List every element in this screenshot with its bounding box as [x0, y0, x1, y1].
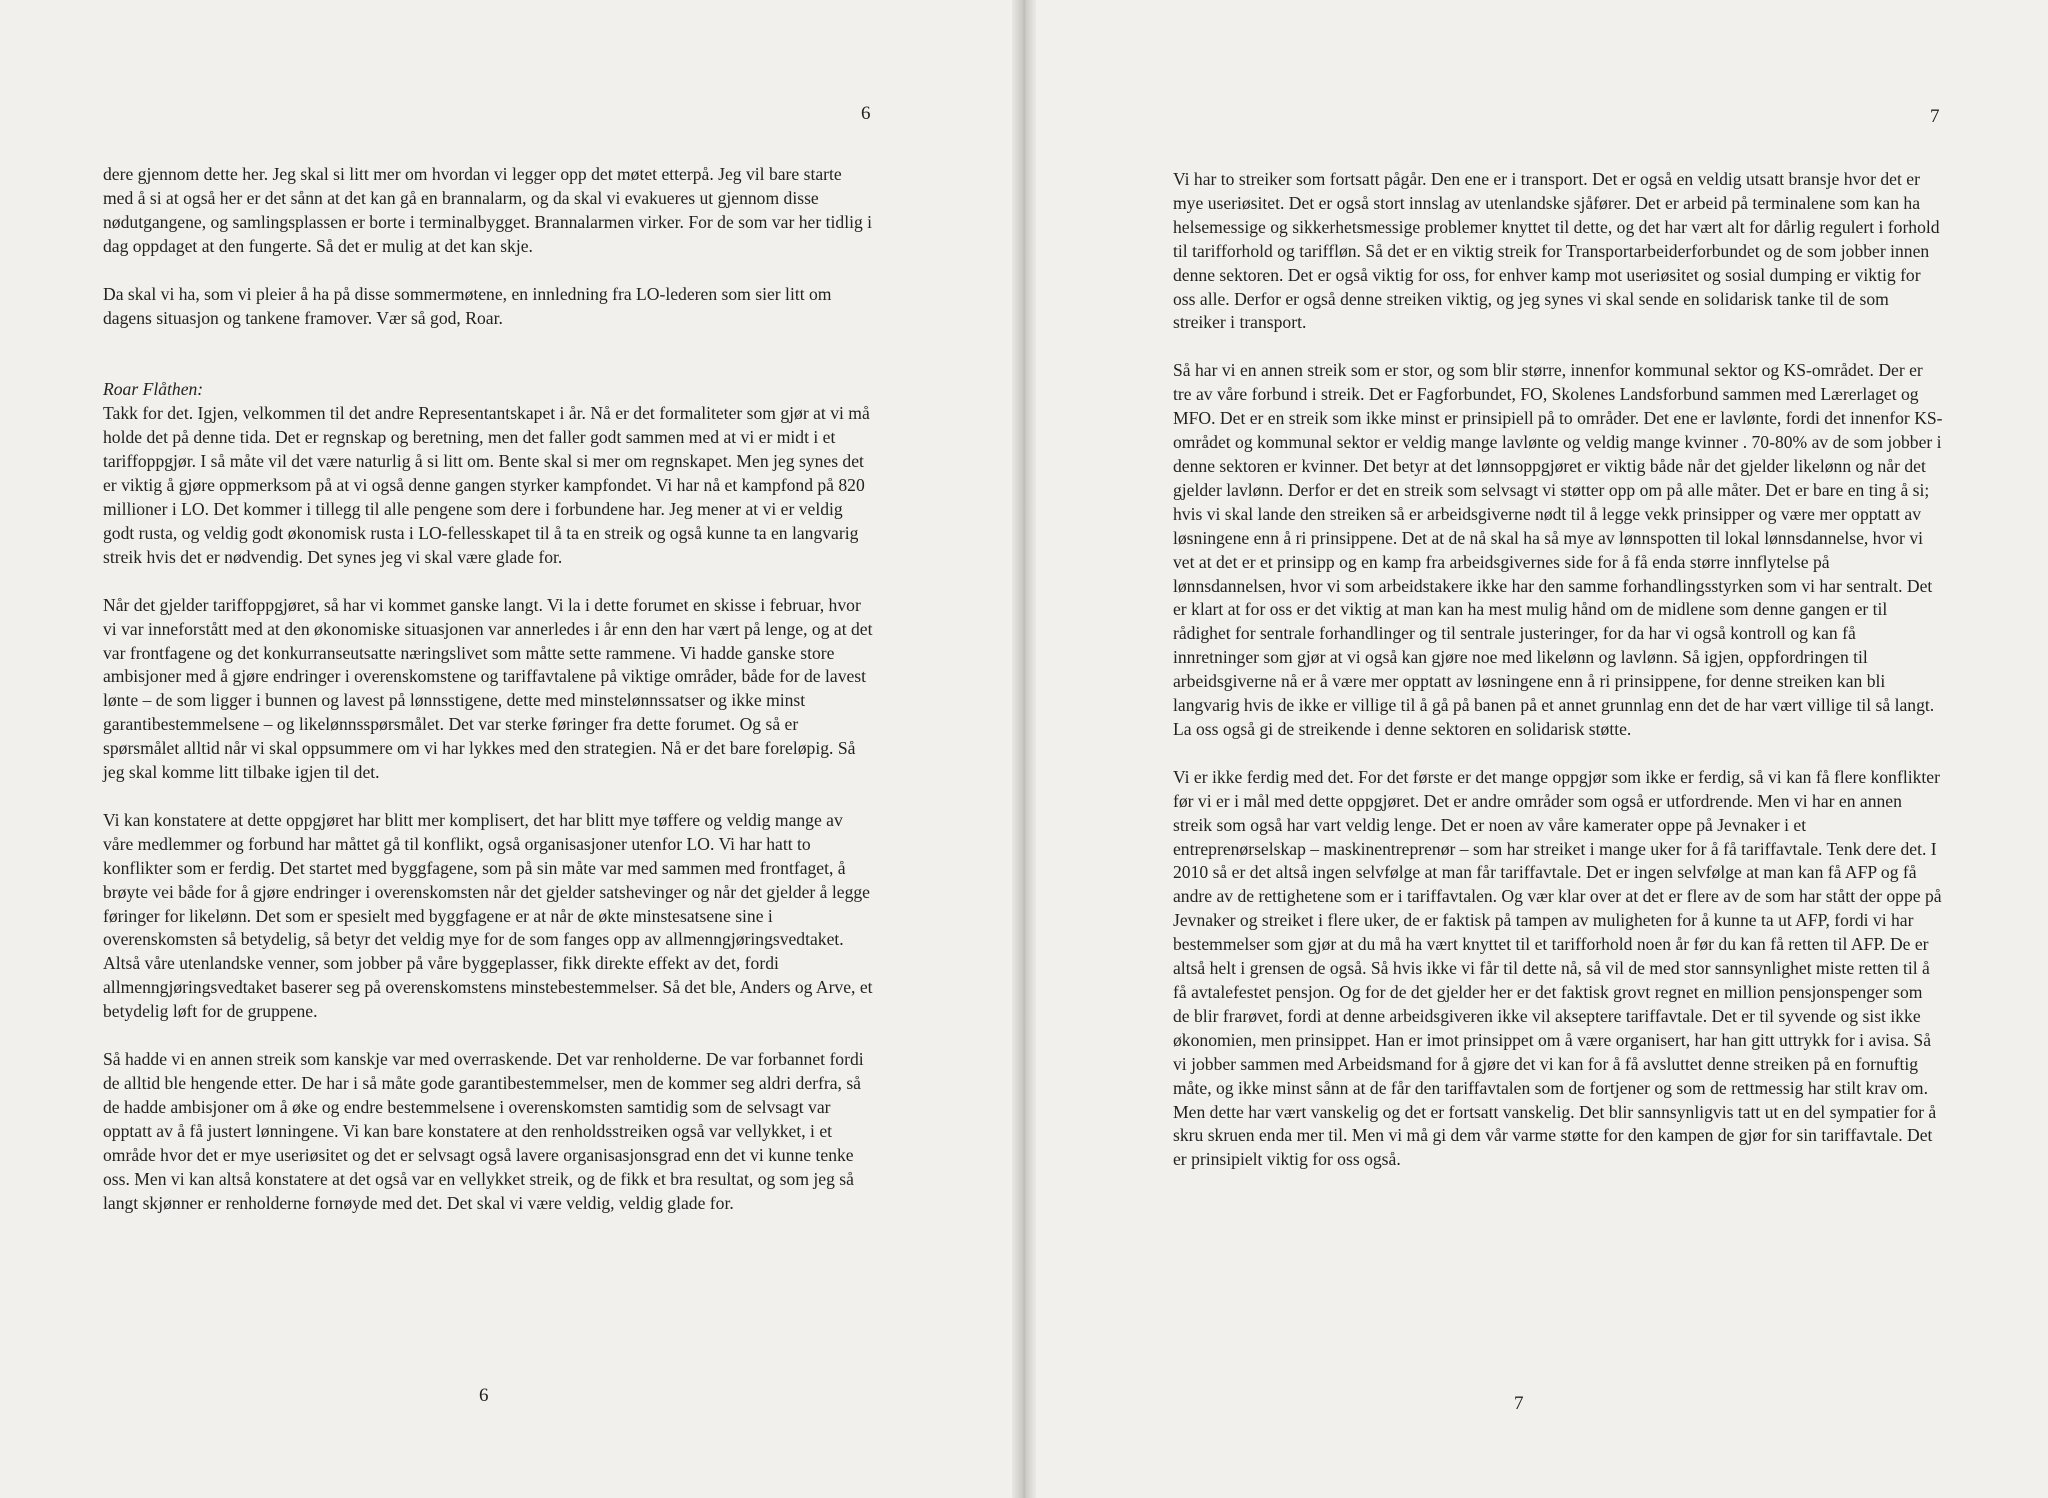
page-number-bottom: 7: [1514, 1393, 1524, 1414]
page-number-bottom: 6: [479, 1385, 489, 1406]
left-page-body: [103, 163, 873, 1239]
speaker-block: [103, 378, 873, 569]
paragraph: Når det gjelder tariffoppgjøret, så har vi kommet ganske langt. Vi la i dette forumet en skisse i februar, hvor vi var inneforstått med at den økonomiske situasjonen var annerledes i år enn den har vært på lenge, og at det var frontfagene og det konkurranseutsatte næringslivet som måtte sette rammene. Vi hadde ganske store ambisjoner med å gjøre endringer i overenskomstene og tariffavtalene på viktige områder, både for de lavest lønte – de som ligger i bunnen og lavest på lønnsstigene, dette med minstelønnssatser og ikke minst garantibestemmelsene – og likelønnsspørsmålet. Det var sterke føringer fra dette forumet. Og så er spørsmålet alltid når vi skal oppsummere om vi har lykkes med den strategien. Nå er det bare foreløpig. Så jeg skal komme litt tilbake igjen til det.: [103, 594, 873, 783]
page-number-top: 6: [861, 103, 871, 124]
paragraph: Så hadde vi en annen streik som kanskje var med overraskende. Det var renholderne. De var forbannet fordi de alltid ble hengende etter. De har i så måte gode garantibestemmelser, men de kommer seg aldri derfra, så de hadde ambisjoner om å øke og endre bestemmelsene i overenskomsten samtidig som de selvsagt var opptatt av å få justert lønningene. Vi kan bare konstatere at den renholdsstreiken også var vellykket, i et område hvor det er mye useriøsitet og det er selvsagt også lavere organisasjonsgrad enn det vi kunne tenke oss. Men vi kan altså konstatere at det også var en vellykket streik, og de fikk et bra resultat, og som jeg så langt skjønner er renholderne fornøyde med det. Det skal vi være veldig, veldig glade for.: [103, 1049, 864, 1213]
paragraph: Da skal vi ha, som vi pleier å ha på disse sommermøtene, en innledning fra LO-lederen som sier litt om dagens situasjon og tankene framover. Vær så god, Roar.: [103, 283, 832, 328]
paragraph: dere gjennom dette her. Jeg skal si litt mer om hvordan vi legger opp det møtet etterpå. Jeg vil bare starte med å si at også her er det sånn at det kan gå en brannalarm, og da skal vi evakueres ut gjennom disse nødutgangene, og samlingsplassen er borte i terminalbygget. Brannalarmen virker. For de som var her tidlig i dag oppdaget at den fungerte. Så det er mulig at det kan skje.: [103, 164, 873, 256]
right-page: [1030, 0, 2048, 1498]
paragraph: Vi er ikke ferdig med det. For det første er det mange oppgjør som ikke er ferdig, så vi kan få flere konflikter før vi er i mål med dette oppgjøret. Det er andre områder som også er utfordrende. Men vi har en annen streik som også har vart veldig lenge. Det er noen av våre kamerater oppe på Jevnaker i et entreprenørselskap – maskinentreprenør – som har streiket i mange uker for å få tariffavtale. Tenk dere det. I 2010 så er det altså ingen selvfølge at man får tariffavtale. Det er ingen selvfølge at man kan få AFP og få andre av de rettighetene som er i tariffavtalen. Og vær klar over at det er flere av de som har stått der oppe på Jevnaker og streiket i flere uker, de er faktisk på tampen av muligheten for å kunne ta ut AFP, fordi vi har bestemmelser som gjør at du må ha vært knyttet til et tarifforhold noen år før du kan få retten til AFP. De er altså helt i grensen de også. Så hvis ikke vi får til dette nå, så vil de med stor sannsynlighet miste retten til å få avtalefestet pensjon. Og for de det gjelder her er det faktisk grovt regnet en million pensjonspenger som de blir frarøvet, fordi at denne arbeidsgiveren ikke vil akseptere tariffavtale. Det er til syvende og sist ikke økonomien, men prinsippet. Han er imot prinsippet om å være organisert, har han gitt uttrykk for i avisa. Så vi jobber sammen med Arbeidsmand for å gjøre det vi kan for å få avsluttet denne streiken på en fornuftig måte, og ikke minst sånn at de får den tariffavtalen som de fortjener og som de rettmessig har stilt krav om. Men dette har vært vanskelig og det er fortsatt vanskelig. Det blir sannsynligvis tatt ut en del sympatier for å skru skruen enda mer til. Men vi må gi dem vår varme støtte for den kampen de gjør for sin tariffavtale. Det er prinsipielt viktig for oss også.: [1173, 766, 1942, 1170]
book-gutter: [1012, 0, 1036, 1498]
paragraph: Takk for det. Igjen, velkommen til det andre Representantskapet i år. Nå er det formaliteter som gjør at vi må holde det på denne tida. Det er regnskap og beretning, men det faller godt sammen med at vi er midt i et tariffoppgjør. I så måte vil det være naturlig å si litt om. Bente skal si mer om regnskapet. Men jeg synes det er viktig å gjøre oppmerksom på at vi også denne gangen styrker kampfondet. Vi har nå et kampfond på 820 millioner i LO. Det kommer i tillegg til alle pengene som dere i forbundene har. Jeg mener at vi er veldig godt rusta, og veldig godt økonomisk rusta i LO-fellesskapet til å ta en streik og også kunne ta en langvarig streik hvis det er nødvendig. Det synes jeg vi skal være glade for.: [103, 403, 870, 567]
page-number-top: 7: [1930, 106, 1940, 127]
paragraph: Vi har to streiker som fortsatt pågår. Den ene er i transport. Det er også en veldig utsatt bransje hvor det er mye useriøsitet. Det er også stort innslag av utenlandske sjåfører. Det er arbeid på terminalene som kan ha helsemessige og sikkerhetsmessige problemer knyttet til dette, og det har vært alt for dårlig regulert i forhold til tarifforhold og tariffløn. Så det er en viktig streik for Transportarbeiderforbundet og de som jobber innen denne sektoren. Det er også viktig for oss, for enhver kamp mot useriøsitet og sosial dumping er viktig for oss alle. Derfor er også denne streiken viktig, og jeg synes vi skal sende en solidarisk tanke til de som streiker i transport.: [1173, 169, 1940, 333]
left-page: [0, 0, 1018, 1498]
paragraph: Vi kan konstatere at dette oppgjøret har blitt mer komplisert, det har blitt mye tøffere og veldig mange av våre medlemmer og forbund har måttet gå til konflikt, også organisasjoner utenfor LO. Vi har hatt to konflikter som er ferdig. Det startet med byggfagene, som på sin måte var med sammen med frontfaget, å brøyte vei både for å gjøre endringer i overenskomsten når det gjelder satshevinger og når det gjelder å legge føringer for likelønn. Det som er spesielt med byggfagene er at når de økte minstesatsene sine i overenskomsten så betydelig, så betyr det veldig mye for de som fanges opp av allmenngjøringsvedtaket. Altså våre utenlandske venner, som jobber på våre byggeplasser, fikk direkte effekt av det, fordi allmenngjøringsvedtaket baserer seg på overenskomstens minstebestemmelser. Så det ble, Anders og Arve, et betydelig løft for de gruppene.: [103, 809, 873, 1022]
right-page-body: [1173, 168, 1943, 1196]
speaker-name: Roar Flåthen:: [103, 379, 204, 400]
paragraph: Så har vi en annen streik som er stor, og som blir større, innenfor kommunal sektor og KS-området. Der er tre av våre forbund i streik. Det er Fagforbundet, FO, Skolenes Landsforbund sammen med Lærerlaget og MFO. Det er en streik som ikke minst er prinsipiell på to områder. Det ene er lavlønte, fordi det innenfor KS-området og kommunal sektor er veldig mange lavlønte og veldig mange kvinner . 70-80% av de som jobber i denne sektoren er kvinner. Det betyr at det lønnsoppgjøret er viktig både når det gjelder likelønn og når det gjelder lavlønn. Derfor er det en streik som selvsagt vi støtter opp om på alle måter. Det er bare en ting å si; hvis vi skal lande den streiken så er arbeidsgiverne nødt til å legge vekk prinsipper og være mer opptatt av løsningene enn å ri prinsippene. Det at de nå skal ha så mye av lønnspotten til lokal lønnsdannelse, hvor vi vet at det er et prinsipp og en kamp fra arbeidsgivernes side for å få enda større innflytelse på lønnsdannelsen, hvor vi som arbeidstakere ikke har den samme forhandlingsstyrken som vi har sentralt. Det er klart at for oss er det viktig at man kan ha mest mulig hånd om de midlene som denne gangen er til rådighet for sentrale forhandlinger og til sentrale justeringer, for da har vi også kontroll og kan få innretninger som gjør at vi også kan gjøre noe med likelønn og lavlønn. Så igjen, oppfordringen til arbeidsgiverne nå er å være mer opptatt av løsningene enn å ri prinsippene, for denne streiken kan bli langvarig hvis de ikke er villige til å gå på banen på et annet grunnlag enn det de har vært villige til så langt. La oss også gi de streikende i denne sektoren en solidarisk støtte.: [1173, 360, 1943, 739]
